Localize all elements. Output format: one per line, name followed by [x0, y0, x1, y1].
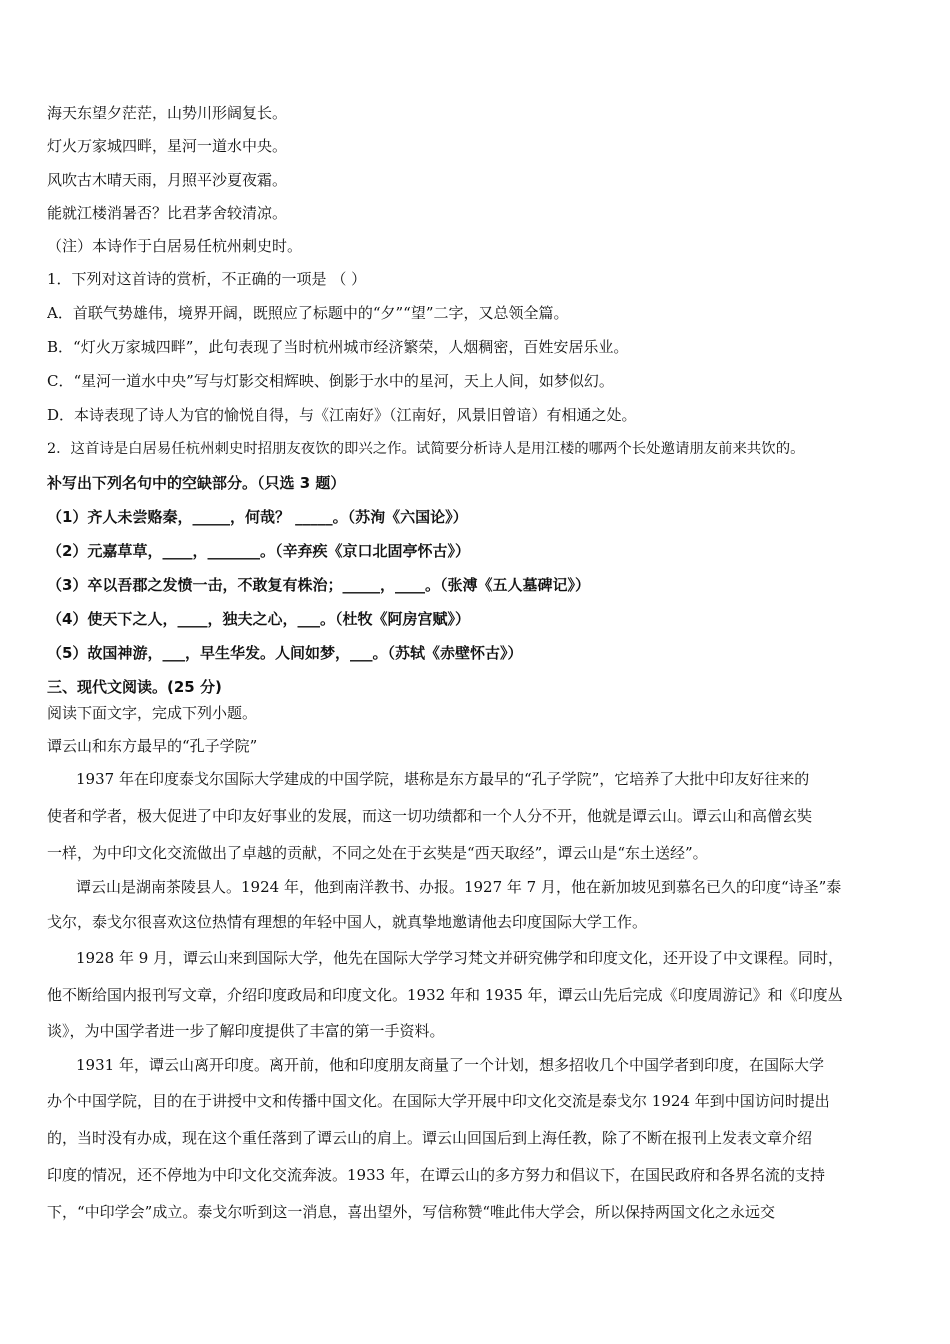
fill-item-5: （5）故国神游，___，早生华发。人间如梦，___。（苏轼《赤壁怀古》） [47, 644, 523, 662]
poem-line-1: 海天东望夕茫茫，山势川形阔复长。 [47, 104, 288, 122]
article-p3-line-1: 1928 年 9 月，谭云山来到国际大学，他先在国际大学学习梵文并研究佛学和印度文化，还开设了中文课程。同时， [76, 949, 844, 967]
article-p4-line-5: 下，“中印学会”成立。泰戈尔听到这一消息，喜出望外，写信称赞“唯此伟大学会，所以保持两国文化之永远交 [47, 1203, 776, 1221]
section-3-instruction: 阅读下面文字，完成下列小题。 [47, 704, 258, 722]
poem-note: （注）本诗作于白居易任杭州刺史时。 [47, 237, 303, 255]
article-p3-line-3: 谈》，为中国学者进一步了解印度提供了丰富的第一手资料。 [47, 1022, 445, 1040]
poem-line-3: 风吹古木晴天雨，月照平沙夏夜霜。 [47, 171, 288, 189]
question-1-option-a: A．首联气势雄伟，境界开阔，既照应了标题中的“夕”“望”二字，又总领全篇。 [47, 304, 569, 322]
article-p4-line-2: 办个中国学院，目的在于讲授中文和传播中国文化。在国际大学开展中印文化交流是泰戈尔 1924 年到中国访问时提出 [47, 1092, 830, 1110]
fill-item-3: （3）卒以吾郡之发愤一击，不敢复有株治；_____，____。（张溥《五人墓碑记》） [47, 576, 590, 594]
poem-line-2: 灯火万家城四畔，星河一道水中央。 [47, 137, 288, 155]
question-1-option-b: B．“灯火万家城四畔”，此句表现了当时杭州城市经济繁荣，人烟稠密，百姓安居乐业。 [47, 338, 629, 356]
question-1-option-d: D．本诗表现了诗人为官的愉悦自得，与《江南好》（江南好，风景旧曾谙）有相通之处。 [47, 406, 637, 424]
article-p4-line-4: 印度的情况，还不停地为中印文化交流奔波。1933 年，在谭云山的多方努力和倡议下，在国民政府和各界名流的支持 [47, 1166, 825, 1184]
article-p3-line-2: 他不断给国内报刊写文章，介绍印度政局和印度文化。1932 年和 1935 年，谭云山先后完成《印度周游记》和《印度丛 [47, 986, 843, 1004]
article-p2-line-2: 戈尔，泰戈尔很喜欢这位热情有理想的年轻中国人，就真挚地邀请他去印度国际大学工作。 [47, 913, 648, 931]
section-3-heading: 三、现代文阅读。(25 分) [47, 678, 222, 696]
poem-line-4: 能就江楼消暑否？比君茅舍较清凉。 [47, 204, 288, 222]
fill-item-1: （1）齐人未尝赂秦，_____，何哉？ _____。（苏洵《六国论》） [47, 508, 468, 526]
fill-heading: 补写出下列名句中的空缺部分。（只选 3 题） [47, 474, 346, 492]
question-1: 1．下列对这首诗的赏析，不正确的一项是 （ ） [47, 270, 367, 288]
article-p2-line-1: 谭云山是湖南茶陵县人。1924 年，他到南洋教书、办报。1927 年 7 月，他在新加坡见到慕名已久的印度“诗圣”泰 [76, 878, 842, 896]
article-title: 谭云山和东方最早的“孔子学院” [47, 737, 258, 755]
question-1-option-c: C．“星河一道水中央”写与灯影交相辉映、倒影于水中的星河，天上人间，如梦似幻。 [47, 372, 614, 390]
article-p4-line-3: 的，当时没有办成，现在这个重任落到了谭云山的肩上。谭云山回国后到上海任教，除了不断在报刊上发表文章介绍 [47, 1129, 813, 1147]
article-p4-line-1: 1931 年，谭云山离开印度。离开前，他和印度朋友商量了一个计划，想多招收几个中国学者到印度，在国际大学 [76, 1056, 824, 1074]
article-p1-line-3: 一样，为中印文化交流做出了卓越的贡献，不同之处在于玄奘是“西天取经”，谭云山是“东土送经”。 [47, 844, 708, 862]
article-p1-line-1: 1937 年在印度泰戈尔国际大学建成的中国学院，堪称是东方最早的“孔子学院”，它培养了大批中印友好往来的 [76, 770, 810, 788]
article-p1-line-2: 使者和学者，极大促进了中印友好事业的发展，而这一切功绩都和一个人分不开，他就是谭云山。谭云山和高僧玄奘 [47, 807, 813, 825]
fill-item-2: （2）元嘉草草，____，_______。（辛弃疾《京口北固亭怀古》） [47, 542, 470, 560]
question-2: 2．这首诗是白居易任杭州刺史时招朋友夜饮的即兴之作。试简要分析诗人是用江楼的哪两个长处邀请朋友前来共饮的。 [47, 441, 805, 457]
fill-item-4: （4）使天下之人，____，独夫之心，___。（杜牧《阿房宫赋》） [47, 610, 470, 628]
